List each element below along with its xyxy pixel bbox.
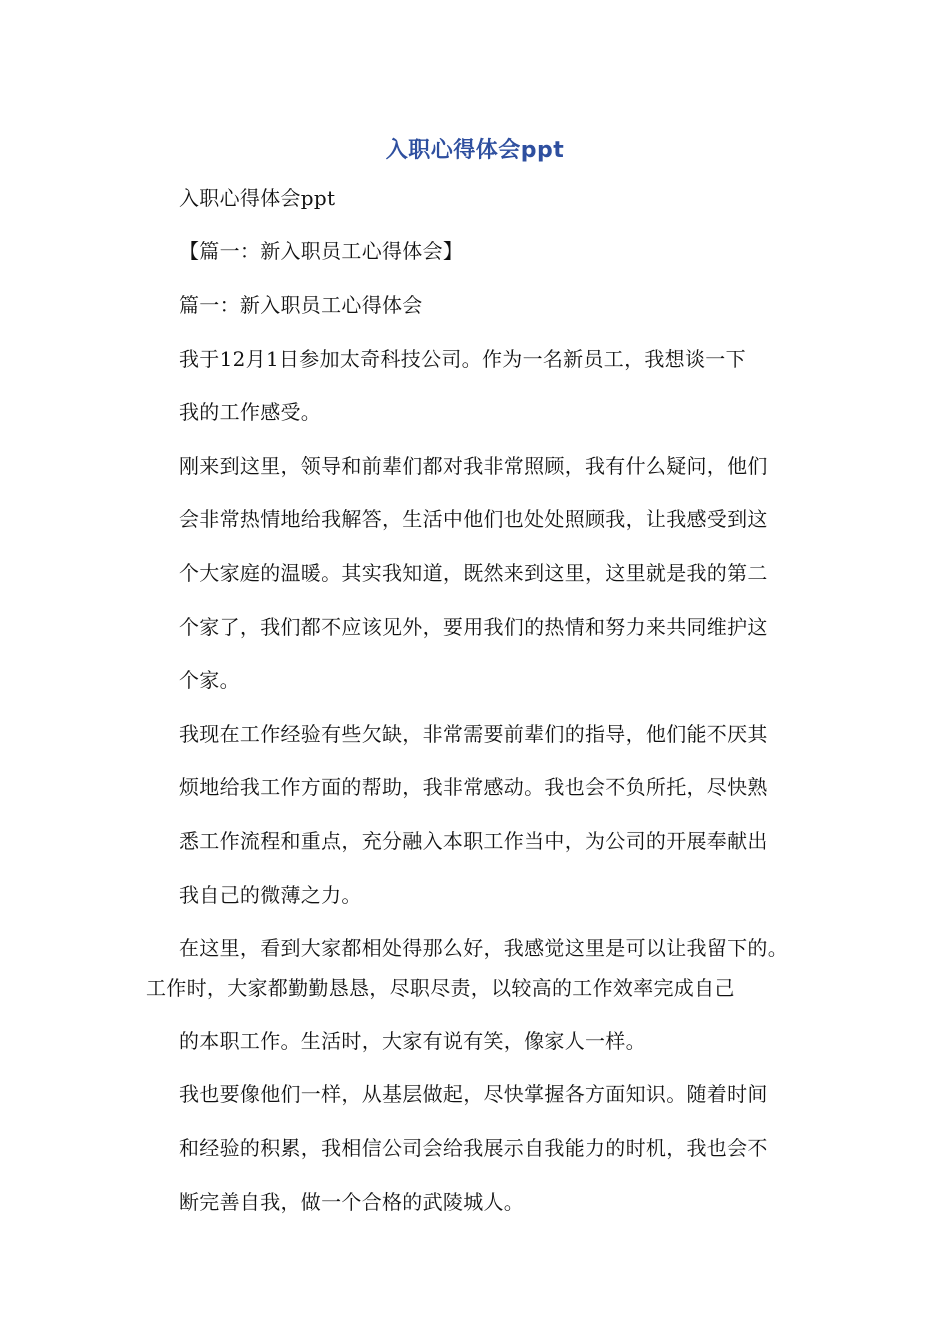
doc-line: 工作时，大家都勤勤恳恳，尽职尽责，以较高的工作效率完成自己	[146, 976, 735, 1000]
doc-line: 我于12月1日参加太奇科技公司。作为一名新员工，我想谈一下	[179, 347, 746, 371]
doc-line: 我现在工作经验有些欠缺，非常需要前辈们的指导，他们能不厌其	[179, 722, 768, 746]
doc-line: 个家。	[179, 668, 240, 692]
doc-line: 入职心得体会ppt	[179, 186, 336, 210]
doc-line: 烦地给我工作方面的帮助，我非常感动。我也会不负所托，尽快熟	[179, 775, 768, 799]
doc-line: 和经验的积累，我相信公司会给我展示自我能力的时机，我也会不	[179, 1136, 768, 1160]
doc-line: 我也要像他们一样，从基层做起，尽快掌握各方面知识。随着时间	[179, 1082, 768, 1106]
doc-line: 在这里，看到大家都相处得那么好，我感觉这里是可以让我留下的。	[179, 936, 788, 960]
doc-line: 我自己的微薄之力。	[179, 883, 362, 907]
doc-line: 悉工作流程和重点，充分融入本职工作当中，为公司的开展奉献出	[179, 829, 768, 853]
doc-line: 我的工作感受。	[179, 400, 322, 424]
document-title: 入职心得体会ppt	[385, 138, 565, 163]
doc-line: 篇一：新入职员工心得体会	[179, 293, 423, 317]
doc-line: 个家了，我们都不应该见外，要用我们的热情和努力来共同维护这	[179, 615, 768, 639]
doc-line: 刚来到这里，领导和前辈们都对我非常照顾，我有什么疑问，他们	[179, 454, 768, 478]
doc-line: 的本职工作。生活时，大家有说有笑，像家人一样。	[179, 1029, 646, 1053]
doc-line: 断完善自我，做一个合格的武陵城人。	[179, 1190, 525, 1214]
doc-line: 会非常热情地给我解答，生活中他们也处处照顾我，让我感受到这	[179, 507, 768, 531]
doc-line: 【篇一：新入职员工心得体会】	[179, 239, 464, 263]
doc-line: 个大家庭的温暖。其实我知道，既然来到这里，这里就是我的第二	[179, 561, 768, 585]
